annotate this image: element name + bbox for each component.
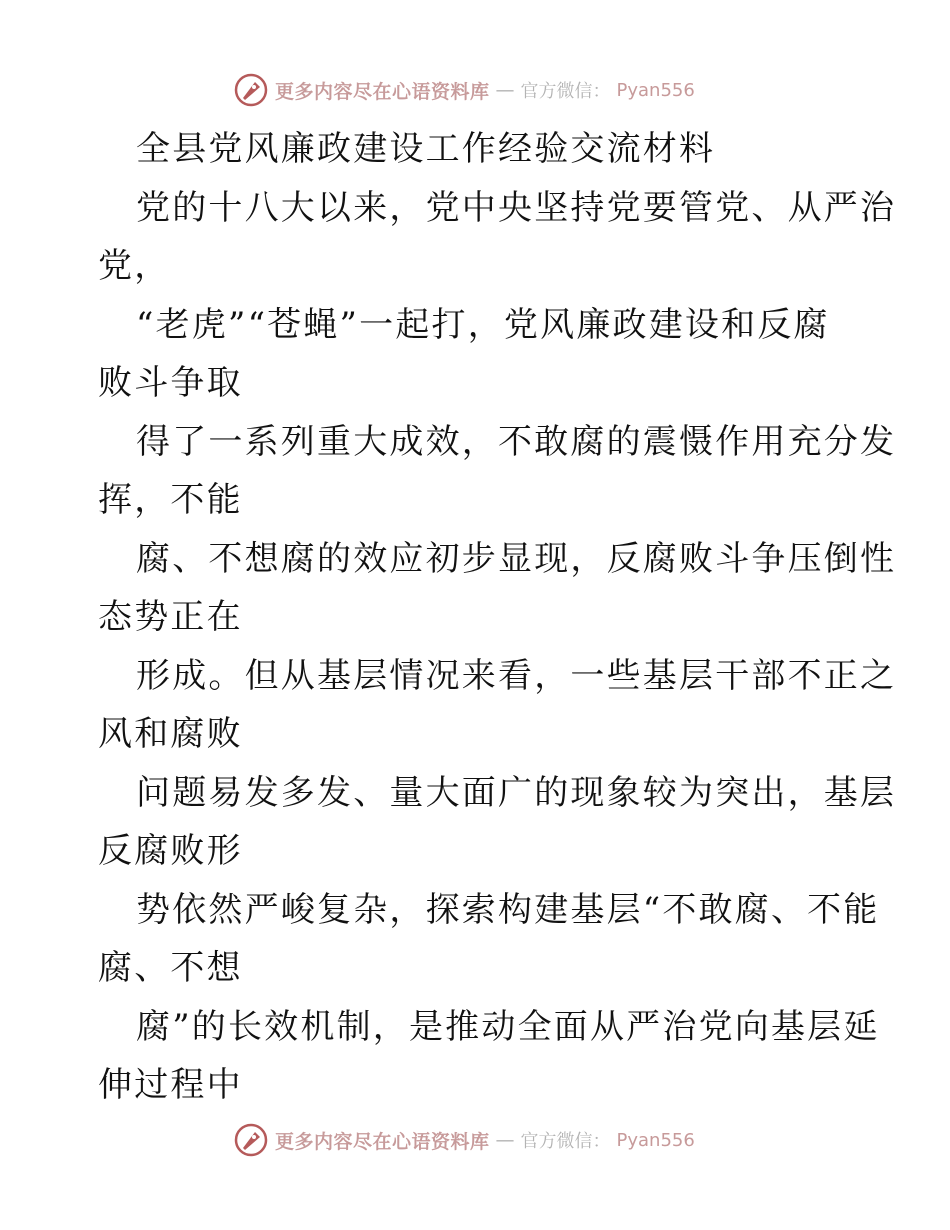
pen-nib-logo-icon: [233, 72, 269, 108]
banner-handle: Pyan556: [616, 79, 695, 101]
text-line: 势依然严峻复杂，探索构建基层“不敢腐、不能: [136, 889, 880, 930]
banner-subtitle: 官方微信：: [520, 1131, 611, 1152]
footer-banner: [233, 1120, 695, 1160]
text-line: 挥，不能: [98, 480, 243, 520]
text-line: “老虎”“苍蝇”一起打，党风廉政建设和反腐: [136, 304, 830, 345]
text-line: 腐”的长效机制，是推动全面从严治党向基层延: [136, 1006, 880, 1047]
text-line: 伸过程中: [98, 1065, 243, 1105]
text-line: 党的十八大以来，党中央坚持党要管党、从严治: [136, 187, 897, 228]
banner-separator: —: [495, 79, 515, 101]
text-line: 风和腐败: [98, 714, 243, 754]
document-body: [98, 120, 897, 1115]
banner-title: 更多内容尽在心语资料库: [275, 1130, 490, 1153]
document-title: 全县党风廉政建设工作经验交流材料: [136, 129, 716, 169]
text-line: 得了一系列重大成效，不敢腐的震慑作用充分发: [136, 421, 897, 462]
text-line: 反腐败形: [98, 831, 243, 871]
text-line: 败斗争取: [98, 363, 243, 403]
banner-separator: —: [495, 1129, 515, 1151]
header-banner: [233, 70, 695, 110]
text-line: 问题易发多发、量大面广的现象较为突出，基层: [136, 772, 897, 813]
text-line: 党，: [98, 246, 171, 286]
banner-title: 更多内容尽在心语资料库: [275, 80, 490, 103]
text-line: 腐、不想腐的效应初步显现，反腐败斗争压倒性: [136, 538, 897, 579]
text-line: 态势正在: [98, 597, 243, 637]
pen-nib-logo-icon: [233, 1122, 269, 1158]
banner-handle: Pyan556: [616, 1129, 695, 1151]
text-line: 形成。但从基层情况来看，一些基层干部不正之: [136, 655, 897, 696]
text-line: 腐、不想: [98, 948, 243, 988]
banner-subtitle: 官方微信：: [520, 81, 611, 102]
